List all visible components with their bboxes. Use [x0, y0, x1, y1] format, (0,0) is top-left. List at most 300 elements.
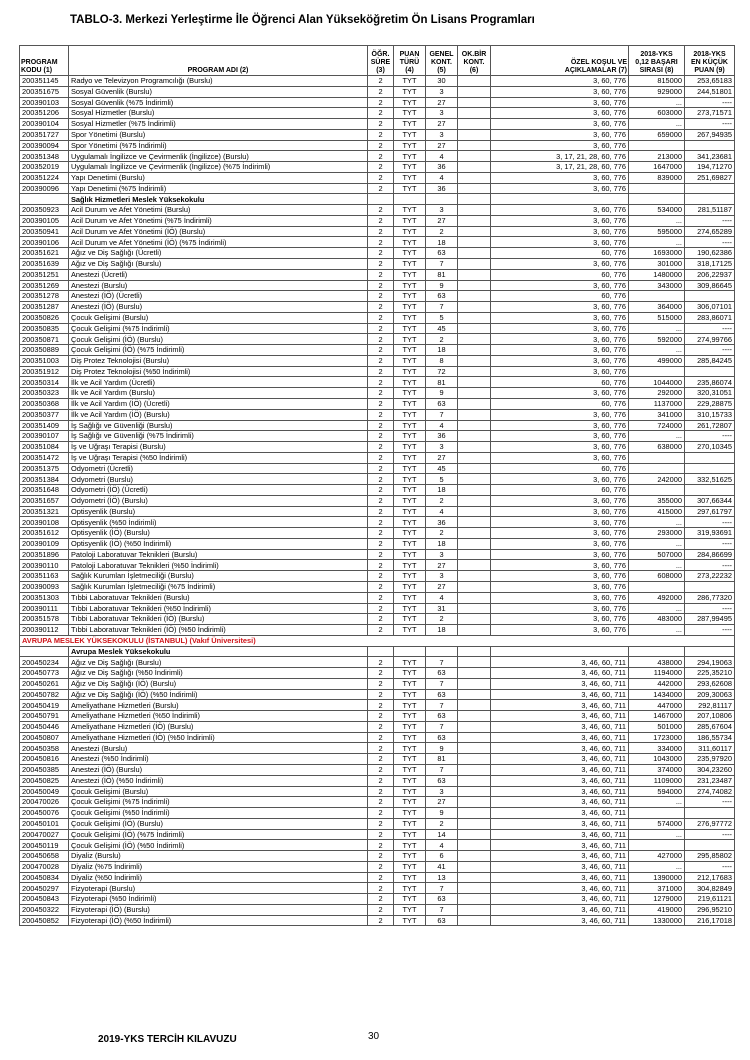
score-type-cell: TYT	[394, 603, 426, 614]
header-line: SIRASI (8)	[639, 66, 674, 74]
program-code-cell: 200450658	[20, 851, 69, 862]
success-rank-cell	[629, 485, 685, 496]
school-first-quota-cell	[458, 205, 491, 216]
duration-cell: 2	[368, 129, 394, 140]
duration-cell: 2	[368, 302, 394, 313]
score-type-cell: TYT	[394, 485, 426, 496]
general-quota-cell: 4	[426, 592, 458, 603]
success-rank-cell: 507000	[629, 549, 685, 560]
min-score-cell	[685, 140, 735, 151]
school-first-quota-cell	[458, 808, 491, 819]
score-type-cell: TYT	[394, 334, 426, 345]
program-code-cell: 200450825	[20, 775, 69, 786]
min-score-cell: 310,15733	[685, 409, 735, 420]
table-row	[20, 517, 735, 528]
program-code-cell: 200350377	[20, 409, 69, 420]
min-score-cell: 235,86074	[685, 377, 735, 388]
special-conditions-cell: 60, 776	[491, 398, 629, 409]
table-row	[20, 495, 735, 506]
school-first-quota-cell	[458, 345, 491, 356]
special-conditions-cell: 3, 60, 776	[491, 592, 629, 603]
success-rank-cell: 594000	[629, 786, 685, 797]
special-conditions-cell: 3, 46, 60, 711	[491, 915, 629, 926]
general-quota-cell: 18	[426, 345, 458, 356]
score-type-cell: TYT	[394, 259, 426, 270]
score-type-cell: TYT	[394, 808, 426, 819]
special-conditions-cell: 3, 60, 776	[491, 215, 629, 226]
program-name-cell: Diş Protez Teknolojisi (%50 İndirimli)	[69, 366, 368, 377]
success-rank-cell: 355000	[629, 495, 685, 506]
success-rank-cell: 334000	[629, 743, 685, 754]
program-code-cell: 200450322	[20, 904, 69, 915]
program-code-cell: 200351578	[20, 614, 69, 625]
success-rank-cell: 595000	[629, 226, 685, 237]
program-code-cell: 200351003	[20, 355, 69, 366]
score-type-cell: TYT	[394, 86, 426, 97]
score-type-cell: TYT	[394, 495, 426, 506]
score-type-cell: TYT	[394, 323, 426, 334]
score-type-cell: TYT	[394, 592, 426, 603]
table-row	[20, 452, 735, 463]
program-code-cell: 200470027	[20, 829, 69, 840]
program-code-cell: 200351639	[20, 259, 69, 270]
general-quota-cell: 2	[426, 226, 458, 237]
duration-cell: 2	[368, 205, 394, 216]
school-first-quota-cell	[458, 398, 491, 409]
special-conditions-cell: 3, 60, 776	[491, 581, 629, 592]
min-score-cell: 225,35210	[685, 668, 735, 679]
score-type-cell: TYT	[394, 614, 426, 625]
success-rank-cell: ...	[629, 829, 685, 840]
duration-cell: 2	[368, 775, 394, 786]
duration-cell: 2	[368, 678, 394, 689]
duration-cell: 2	[368, 162, 394, 173]
min-score-cell: 231,23487	[685, 775, 735, 786]
special-conditions-cell: 3, 60, 776	[491, 442, 629, 453]
special-conditions-cell: 3, 46, 60, 711	[491, 754, 629, 765]
header-line: (5)	[437, 66, 446, 74]
min-score-cell: ----	[685, 861, 735, 872]
min-score-cell: 251,69827	[685, 172, 735, 183]
success-rank-cell: 1109000	[629, 775, 685, 786]
program-name-cell: İlk ve Acil Yardım (Burslu)	[69, 388, 368, 399]
score-type-cell: TYT	[394, 108, 426, 119]
special-conditions-cell: 3, 60, 776	[491, 452, 629, 463]
faculty-header-row	[20, 194, 735, 205]
school-first-quota-cell	[458, 883, 491, 894]
school-first-quota-cell	[458, 108, 491, 119]
table-row	[20, 861, 735, 872]
special-conditions-cell: 3, 46, 60, 711	[491, 840, 629, 851]
program-name-cell: Ağız ve Diş Sağlığı (Ücretli)	[69, 248, 368, 259]
min-score-cell: ----	[685, 323, 735, 334]
program-name-cell: Anestezi (İÖ) (Ücretli)	[69, 291, 368, 302]
program-code-cell: 200390107	[20, 431, 69, 442]
success-rank-cell: 427000	[629, 851, 685, 862]
program-name-cell: İş Sağlığı ve Güvenliği (Burslu)	[69, 420, 368, 431]
score-type-cell	[394, 646, 426, 657]
success-rank-cell	[629, 366, 685, 377]
duration-cell	[368, 646, 394, 657]
special-conditions-cell: 3, 60, 776	[491, 355, 629, 366]
special-conditions-cell: 3, 60, 776	[491, 517, 629, 528]
score-type-cell: TYT	[394, 581, 426, 592]
table-row	[20, 657, 735, 668]
min-score-cell: 297,61797	[685, 506, 735, 517]
general-quota-cell: 9	[426, 808, 458, 819]
score-type-cell: TYT	[394, 765, 426, 776]
program-code-cell: 200470028	[20, 861, 69, 872]
school-first-quota-cell	[458, 668, 491, 679]
general-quota-cell: 18	[426, 625, 458, 636]
score-type-cell: TYT	[394, 97, 426, 108]
duration-cell: 2	[368, 108, 394, 119]
program-code-cell: 200351409	[20, 420, 69, 431]
header-line: EN KÜÇÜK	[691, 58, 728, 66]
score-type-cell: TYT	[394, 894, 426, 905]
general-quota-cell: 4	[426, 840, 458, 851]
success-rank-cell: 374000	[629, 765, 685, 776]
program-name-cell: Çocuk Gelişimi (İÖ) (%75 İndirimli)	[69, 345, 368, 356]
program-name-cell: Optisyenlik (Burslu)	[69, 506, 368, 517]
program-name-cell: Ameliyathane Hizmetleri (Burslu)	[69, 700, 368, 711]
score-type-cell: TYT	[394, 754, 426, 765]
duration-cell: 2	[368, 366, 394, 377]
header-line: ÖĞR.	[371, 50, 390, 58]
general-quota-cell: 8	[426, 355, 458, 366]
school-first-quota-cell	[458, 581, 491, 592]
duration-cell: 2	[368, 119, 394, 130]
school-first-quota-cell	[458, 560, 491, 571]
duration-cell: 2	[368, 151, 394, 162]
special-conditions-cell: 3, 60, 776	[491, 538, 629, 549]
header-line: (6)	[469, 66, 479, 74]
program-name-cell: Fizyoterapi (İÖ) (%50 İndirimli)	[69, 915, 368, 926]
min-score-cell: 292,81117	[685, 700, 735, 711]
special-conditions-cell: 3, 60, 776	[491, 625, 629, 636]
table-row	[20, 442, 735, 453]
score-type-cell	[394, 194, 426, 205]
general-quota-cell: 63	[426, 689, 458, 700]
program-name-cell: Odyometri (İÖ) (Ücretli)	[69, 485, 368, 496]
program-code-cell: 200390112	[20, 625, 69, 636]
score-type-cell: TYT	[394, 538, 426, 549]
min-score-cell: 306,07101	[685, 302, 735, 313]
general-quota-cell: 4	[426, 172, 458, 183]
school-first-quota-cell	[458, 872, 491, 883]
table-row	[20, 883, 735, 894]
program-code-cell: 200351303	[20, 592, 69, 603]
header-line: KONT.	[463, 58, 485, 66]
header-general-quota	[426, 46, 458, 76]
general-quota-cell: 81	[426, 269, 458, 280]
program-name-cell: Odyometri (İÖ) (Burslu)	[69, 495, 368, 506]
success-rank-cell: 608000	[629, 571, 685, 582]
program-code-cell: 200450049	[20, 786, 69, 797]
duration-cell: 2	[368, 312, 394, 323]
faculty-name: Avrupa Meslek Yüksekokulu	[69, 646, 368, 657]
general-quota-cell: 9	[426, 743, 458, 754]
program-code-cell: 200351648	[20, 485, 69, 496]
program-name-cell: Çocuk Gelişimi (Burslu)	[69, 312, 368, 323]
special-conditions-cell: 3, 46, 60, 711	[491, 786, 629, 797]
special-conditions-cell: 3, 60, 776	[491, 183, 629, 194]
min-score-cell: 274,99766	[685, 334, 735, 345]
min-score-cell: ----	[685, 829, 735, 840]
min-score-cell: 212,17683	[685, 872, 735, 883]
table-body	[20, 76, 735, 926]
score-type-cell: TYT	[394, 689, 426, 700]
success-rank-cell: ...	[629, 323, 685, 334]
special-conditions-cell: 3, 46, 60, 711	[491, 711, 629, 722]
school-first-quota-cell	[458, 689, 491, 700]
score-type-cell: TYT	[394, 904, 426, 915]
school-first-quota-cell	[458, 215, 491, 226]
min-score-cell: 286,77320	[685, 592, 735, 603]
table-row	[20, 711, 735, 722]
program-name-cell: İlk ve Acil Yardım (İÖ) (Ücretli)	[69, 398, 368, 409]
score-type-cell: TYT	[394, 140, 426, 151]
program-code-cell: 200351145	[20, 76, 69, 87]
program-name-cell: Uygulamalı İngilizce ve Çevirmenlik (İngilizce) (Burslu)	[69, 151, 368, 162]
duration-cell: 2	[368, 614, 394, 625]
special-conditions-cell: 3, 60, 776	[491, 302, 629, 313]
duration-cell: 2	[368, 657, 394, 668]
school-first-quota-cell	[458, 86, 491, 97]
school-first-quota-cell	[458, 97, 491, 108]
duration-cell: 2	[368, 323, 394, 334]
general-quota-cell: 27	[426, 452, 458, 463]
score-type-cell: TYT	[394, 883, 426, 894]
table-row	[20, 485, 735, 496]
program-name-cell: Acil Durum ve Afet Yönetimi (İÖ) (Burslu)	[69, 226, 368, 237]
table-row	[20, 678, 735, 689]
special-conditions-cell: 3, 60, 776	[491, 420, 629, 431]
duration-cell: 2	[368, 334, 394, 345]
table-row	[20, 668, 735, 679]
score-type-cell: TYT	[394, 237, 426, 248]
special-conditions-cell: 3, 60, 776	[491, 323, 629, 334]
header-min-score	[685, 46, 735, 76]
school-first-quota-cell	[458, 765, 491, 776]
header-line: (3)	[376, 66, 385, 74]
min-score-cell: 319,93691	[685, 528, 735, 539]
program-code-cell: 200390109	[20, 538, 69, 549]
table-row	[20, 388, 735, 399]
program-code-cell: 200390105	[20, 215, 69, 226]
min-score-cell: ----	[685, 517, 735, 528]
min-score-cell: ----	[685, 560, 735, 571]
special-conditions-cell: 3, 60, 776	[491, 345, 629, 356]
program-name-cell: Tıbbi Laboratuvar Teknikleri (%50 İndirimli)	[69, 603, 368, 614]
min-score-cell: ----	[685, 431, 735, 442]
special-conditions-cell: 3, 60, 776	[491, 140, 629, 151]
program-code-cell: 200350314	[20, 377, 69, 388]
school-first-quota-cell	[458, 732, 491, 743]
table-row	[20, 431, 735, 442]
header-line: 2018-YKS	[693, 50, 726, 58]
general-quota-cell: 27	[426, 797, 458, 808]
score-type-cell: TYT	[394, 721, 426, 732]
min-score-cell	[685, 366, 735, 377]
general-quota-cell: 7	[426, 409, 458, 420]
min-score-cell	[685, 183, 735, 194]
program-code-cell: 200450297	[20, 883, 69, 894]
min-score-cell: 273,22232	[685, 571, 735, 582]
program-code-cell: 200351084	[20, 442, 69, 453]
table-row	[20, 818, 735, 829]
school-first-quota-cell	[458, 711, 491, 722]
program-code-cell: 200450446	[20, 721, 69, 732]
duration-cell: 2	[368, 883, 394, 894]
program-name-cell: Diş Protez Teknolojisi (Burslu)	[69, 355, 368, 366]
program-code-cell: 200351675	[20, 86, 69, 97]
duration-cell: 2	[368, 172, 394, 183]
program-name-cell: Patoloji Laboratuvar Teknikleri (%50 İndirimli)	[69, 560, 368, 571]
general-quota-cell: 18	[426, 485, 458, 496]
table-row	[20, 215, 735, 226]
general-quota-cell: 81	[426, 377, 458, 388]
duration-cell: 2	[368, 872, 394, 883]
general-quota-cell: 27	[426, 215, 458, 226]
general-quota-cell: 3	[426, 786, 458, 797]
page-number: 30	[368, 1031, 380, 1042]
table-row	[20, 581, 735, 592]
program-code-cell: 200450834	[20, 872, 69, 883]
score-type-cell: TYT	[394, 398, 426, 409]
program-name-cell: Çocuk Gelişimi (İÖ) (%50 İndirimli)	[69, 840, 368, 851]
program-name-cell: Sosyal Hizmetler (Burslu)	[69, 108, 368, 119]
table-row	[20, 377, 735, 388]
score-type-cell: TYT	[394, 291, 426, 302]
general-quota-cell: 41	[426, 861, 458, 872]
duration-cell: 2	[368, 861, 394, 872]
general-quota-cell: 63	[426, 248, 458, 259]
program-name-cell: Acil Durum ve Afet Yönetimi (%75 İndirimli)	[69, 215, 368, 226]
success-rank-cell: 638000	[629, 442, 685, 453]
table-row	[20, 302, 735, 313]
program-code-cell: 200351206	[20, 108, 69, 119]
min-score-cell: 332,51625	[685, 474, 735, 485]
score-type-cell: TYT	[394, 711, 426, 722]
school-first-quota-cell	[458, 269, 491, 280]
general-quota-cell: 7	[426, 657, 458, 668]
school-first-quota-cell	[458, 442, 491, 453]
table-row	[20, 528, 735, 539]
duration-cell: 2	[368, 571, 394, 582]
duration-cell: 2	[368, 463, 394, 474]
duration-cell: 2	[368, 76, 394, 87]
program-name-cell: Spor Yönetimi (Burslu)	[69, 129, 368, 140]
table-row	[20, 355, 735, 366]
program-name-cell: Diyaliz (%50 İndirimli)	[69, 872, 368, 883]
program-name-cell: Optisyenlik (%50 İndirimli)	[69, 517, 368, 528]
duration-cell: 2	[368, 754, 394, 765]
min-score-cell: 281,51187	[685, 205, 735, 216]
success-rank-cell: 1467000	[629, 711, 685, 722]
school-first-quota-cell	[458, 603, 491, 614]
special-conditions-cell: 60, 776	[491, 269, 629, 280]
duration-cell: 2	[368, 711, 394, 722]
score-type-cell: TYT	[394, 517, 426, 528]
special-conditions-cell: 3, 46, 60, 711	[491, 818, 629, 829]
score-type-cell: TYT	[394, 76, 426, 87]
program-code-cell: 200351278	[20, 291, 69, 302]
score-type-cell: TYT	[394, 129, 426, 140]
score-type-cell: TYT	[394, 571, 426, 582]
table-row	[20, 872, 735, 883]
duration-cell: 2	[368, 474, 394, 485]
general-quota-cell: 3	[426, 571, 458, 582]
special-conditions-cell: 3, 46, 60, 711	[491, 721, 629, 732]
score-type-cell: TYT	[394, 172, 426, 183]
school-first-quota-cell	[458, 183, 491, 194]
duration-cell: 2	[368, 269, 394, 280]
program-code-cell: 200450773	[20, 668, 69, 679]
duration-cell: 2	[368, 226, 394, 237]
success-rank-cell: 534000	[629, 205, 685, 216]
success-rank-cell: ...	[629, 215, 685, 226]
general-quota-cell: 2	[426, 818, 458, 829]
special-conditions-cell: 3, 60, 776	[491, 506, 629, 517]
table-row	[20, 76, 735, 87]
duration-cell: 2	[368, 495, 394, 506]
special-conditions-cell: 3, 46, 60, 711	[491, 700, 629, 711]
min-score-cell	[685, 646, 735, 657]
school-first-quota-cell	[458, 571, 491, 582]
header-line: 0,12 BAŞARI	[635, 58, 678, 66]
school-first-quota-cell	[458, 388, 491, 399]
general-quota-cell: 3	[426, 129, 458, 140]
success-rank-cell: 1390000	[629, 872, 685, 883]
special-conditions-cell: 3, 46, 60, 711	[491, 765, 629, 776]
special-conditions-cell: 3, 60, 776	[491, 549, 629, 560]
general-quota-cell: 36	[426, 162, 458, 173]
header-special-conditions	[491, 46, 629, 76]
program-code-cell: 200450261	[20, 678, 69, 689]
min-score-cell: 293,62608	[685, 678, 735, 689]
header-line: PUAN (9)	[694, 66, 725, 74]
program-code-cell: 200390106	[20, 237, 69, 248]
success-rank-cell: 603000	[629, 108, 685, 119]
program-code-cell: 200351287	[20, 302, 69, 313]
success-rank-cell: 1693000	[629, 248, 685, 259]
special-conditions-cell: 3, 46, 60, 711	[491, 861, 629, 872]
min-score-cell	[685, 291, 735, 302]
program-name-cell: Anestezi (Ücretli)	[69, 269, 368, 280]
program-name-cell: Ameliyathane Hizmetleri (İÖ) (%50 İndirimli)	[69, 732, 368, 743]
school-first-quota-cell	[458, 721, 491, 732]
success-rank-cell: 213000	[629, 151, 685, 162]
table-row	[20, 506, 735, 517]
general-quota-cell: 5	[426, 312, 458, 323]
score-type-cell: TYT	[394, 377, 426, 388]
program-name-cell: Sağlık Kurumları İşletmeciliği (Burslu)	[69, 571, 368, 582]
success-rank-cell: ...	[629, 625, 685, 636]
success-rank-cell: 724000	[629, 420, 685, 431]
special-conditions-cell: 3, 60, 776	[491, 366, 629, 377]
duration-cell: 2	[368, 140, 394, 151]
general-quota-cell: 9	[426, 388, 458, 399]
program-name-cell: Ağız ve Diş Sağlığı (İÖ) (Burslu)	[69, 678, 368, 689]
special-conditions-cell: 60, 776	[491, 248, 629, 259]
school-first-quota-cell	[458, 420, 491, 431]
success-rank-cell: 438000	[629, 657, 685, 668]
program-code-cell: 200350323	[20, 388, 69, 399]
table-row	[20, 237, 735, 248]
table-row	[20, 851, 735, 862]
general-quota-cell: 7	[426, 721, 458, 732]
